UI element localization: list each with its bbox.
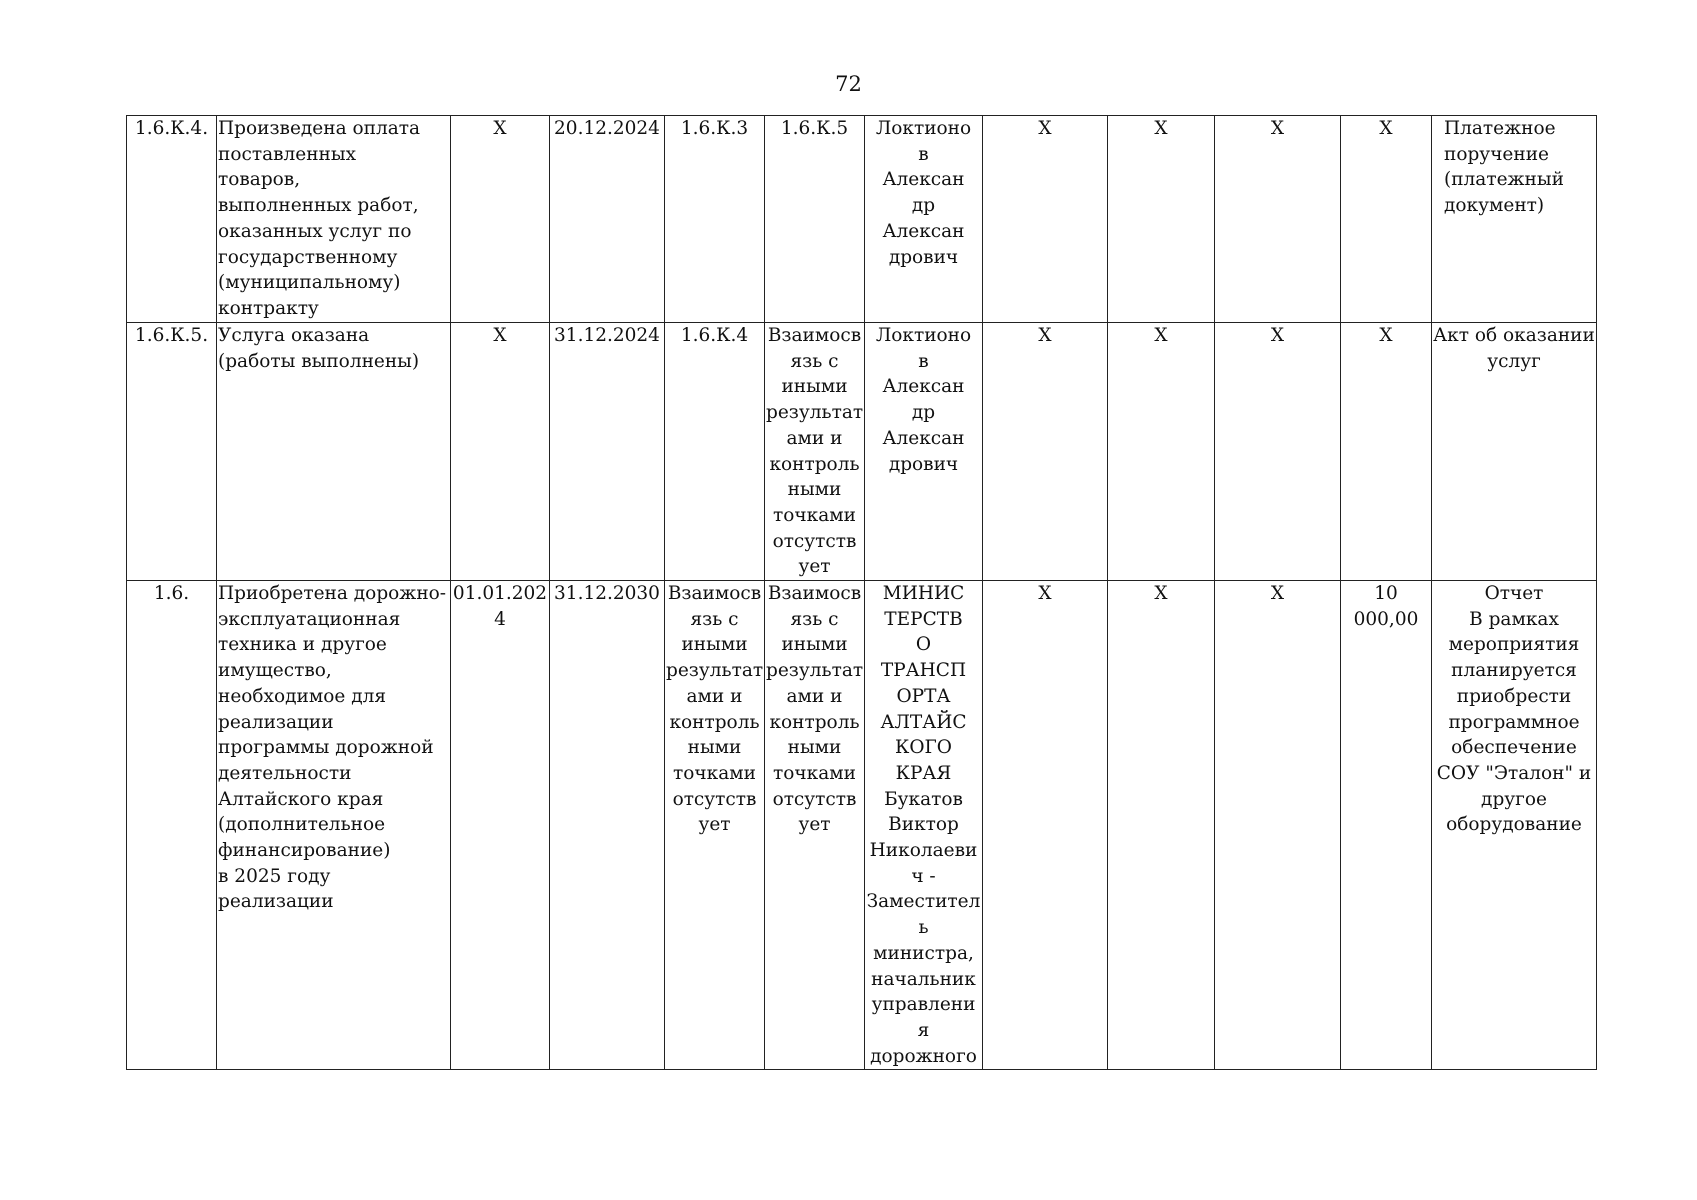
row-document: Акт об оказании услуг <box>1432 323 1597 581</box>
table-row <box>127 116 1597 323</box>
row-name: Приобретена дорожно- эксплуатационная техника и другое имущество, необходимое для реализации программы дорожной деятельности Алтайского края (дополнительное финансирование) в 2025 году реализации <box>217 581 451 1070</box>
row-col3: X <box>1215 116 1341 323</box>
row-next: Взаимосв язь с иными результат ами и контроль ными точками отсутств ует <box>765 581 865 1070</box>
row-col1: X <box>983 116 1108 323</box>
row-start: 01.01.202 4 <box>451 581 550 1070</box>
page-number: 72 <box>835 72 862 96</box>
row-responsible: Локтионо в Алексан др Алексан дрович <box>865 116 983 323</box>
row-amount: X <box>1341 116 1432 323</box>
row-col2: X <box>1108 116 1215 323</box>
row-prev: 1.6.К.3 <box>665 116 765 323</box>
row-document: Отчет В рамках мероприятия планируется приобрести программное обеспечение СОУ "Эталон" и другое оборудование <box>1432 581 1597 1070</box>
row-amount: 10 000,00 <box>1341 581 1432 1070</box>
row-code: 1.6.К.4. <box>127 116 217 323</box>
row-start: X <box>451 116 550 323</box>
row-name: Услуга оказана (работы выполнены) <box>217 323 451 581</box>
row-next: 1.6.К.5 <box>765 116 865 323</box>
row-document: Платежное поручение (платежный документ) <box>1432 116 1597 323</box>
row-responsible: Локтионо в Алексан др Алексан дрович <box>865 323 983 581</box>
row-col3: X <box>1215 323 1341 581</box>
row-col2: X <box>1108 581 1215 1070</box>
row-next: Взаимосв язь с иными результат ами и контроль ными точками отсутств ует <box>765 323 865 581</box>
row-code: 1.6. <box>127 581 217 1070</box>
row-col2: X <box>1108 323 1215 581</box>
row-code: 1.6.К.5. <box>127 323 217 581</box>
row-prev: Взаимосв язь с иными результат ами и контроль ными точками отсутств ует <box>665 581 765 1070</box>
row-amount: X <box>1341 323 1432 581</box>
row-col1: X <box>983 581 1108 1070</box>
table-row <box>127 581 1597 1070</box>
row-end: 31.12.2024 <box>550 323 665 581</box>
row-end: 20.12.2024 <box>550 116 665 323</box>
table-row <box>127 323 1597 581</box>
row-start: X <box>451 323 550 581</box>
row-prev: 1.6.К.4 <box>665 323 765 581</box>
row-responsible: МИНИС ТЕРСТВ О ТРАНСП ОРТА АЛТАЙС КОГО КРАЯ Букатов Виктор Николаеви ч - Заместител ь министра, начальник управлени я дорожного <box>865 581 983 1070</box>
row-col1: X <box>983 323 1108 581</box>
row-end: 31.12.2030 <box>550 581 665 1070</box>
row-name: Произведена оплата поставленных товаров, выполненных работ, оказанных услуг по государственному (муниципальному) контракту <box>217 116 451 323</box>
row-col3: X <box>1215 581 1341 1070</box>
plan-table <box>126 115 1597 1070</box>
